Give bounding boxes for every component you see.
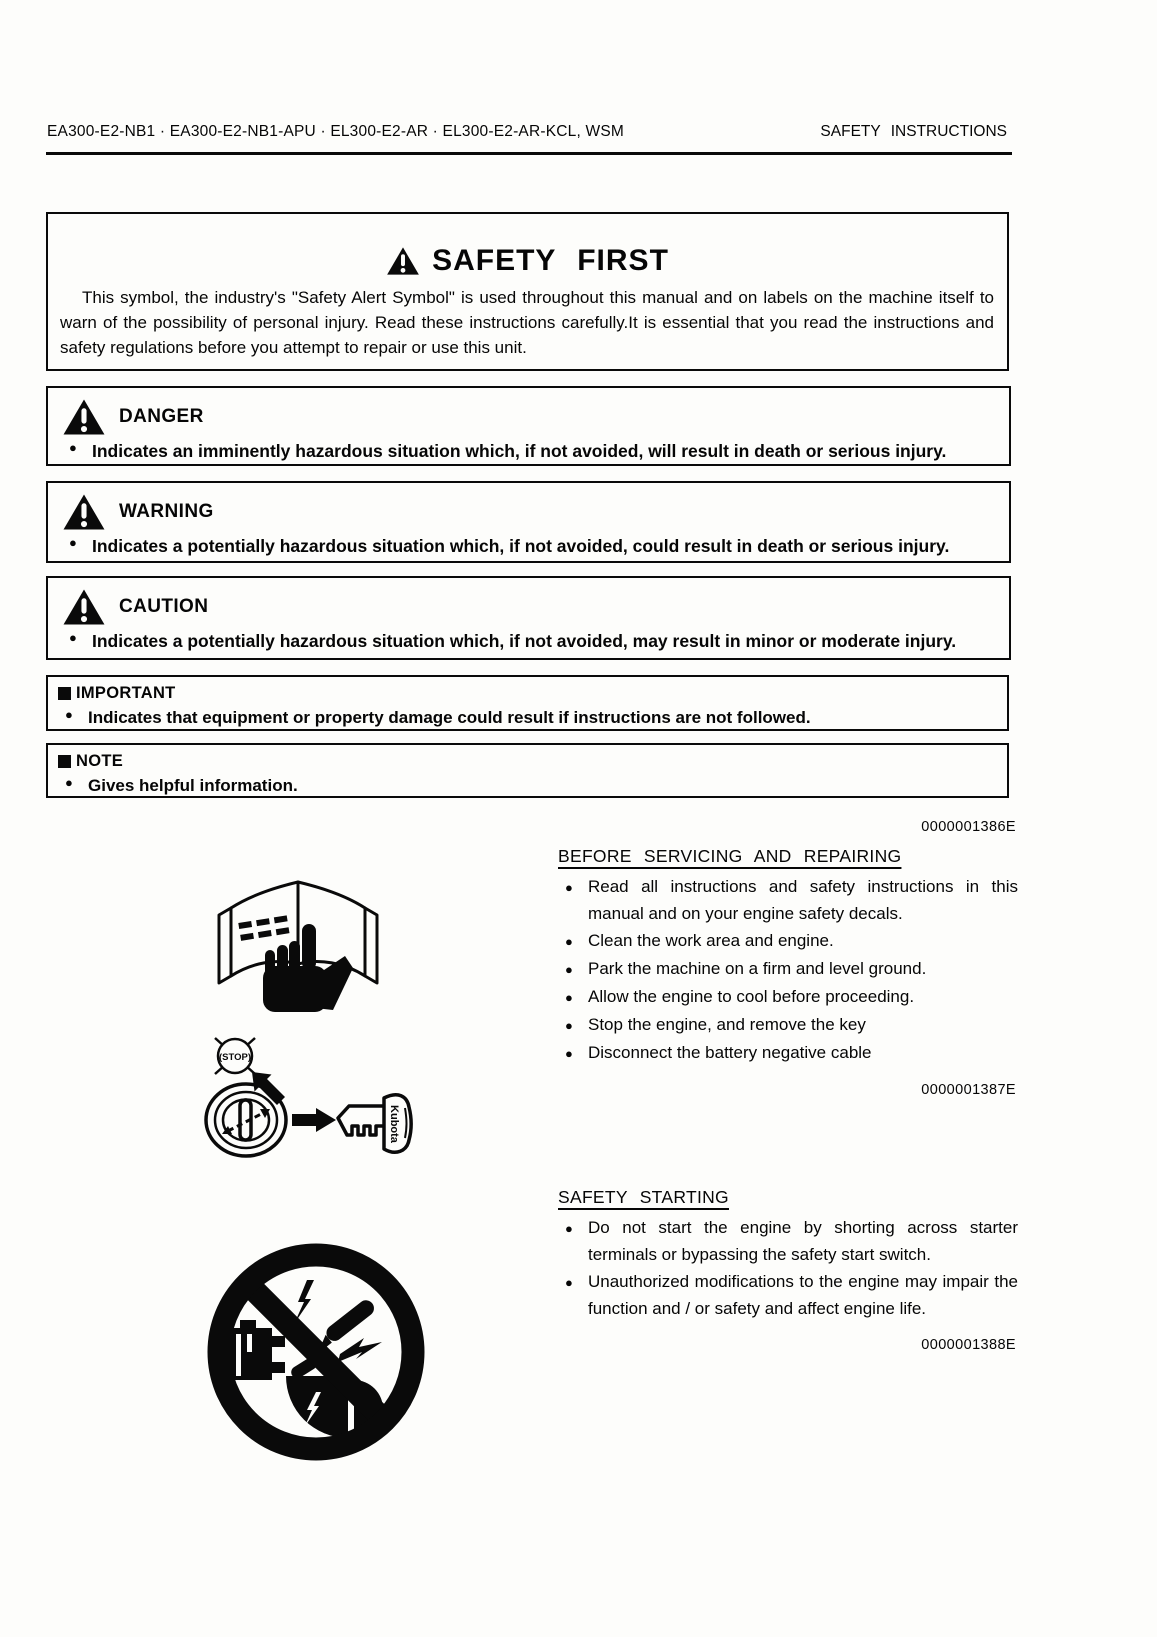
arrow-right-icon xyxy=(292,1108,336,1132)
bullet-icon xyxy=(558,983,588,1011)
important-box xyxy=(46,675,1009,731)
key-brand-label: Kubota xyxy=(388,1105,400,1143)
before-servicing-heading: BEFORE SERVICING AND REPAIRING xyxy=(558,846,902,866)
danger-text: Indicates an imminently hazardous situation which, if not avoided, will result in death or serious injury. xyxy=(92,441,947,461)
danger-heading xyxy=(62,397,997,437)
warning-box xyxy=(46,481,1011,563)
warning-label: WARNING xyxy=(119,501,214,522)
list-item-text: Stop the engine, and remove the key xyxy=(588,1015,866,1034)
read-manual-illustration xyxy=(203,868,393,1028)
warning-triangle-icon xyxy=(62,493,106,531)
caution-label: CAUTION xyxy=(119,596,209,617)
warning-bullet-row xyxy=(62,534,997,558)
note-box xyxy=(46,743,1009,798)
bullet-icon xyxy=(558,1039,588,1067)
caution-box xyxy=(46,576,1011,660)
bullet-icon xyxy=(558,1214,588,1268)
warning-triangle-icon xyxy=(386,246,420,276)
important-text: Indicates that equipment or property damage could result if instructions are not followed. xyxy=(88,708,811,727)
list-item xyxy=(558,1268,1018,1322)
list-item xyxy=(558,983,1018,1011)
black-square-icon xyxy=(58,687,71,700)
list-item-text: Clean the work area and engine. xyxy=(588,931,834,950)
bullet-icon xyxy=(558,955,588,983)
warning-triangle-icon xyxy=(62,588,106,626)
list-item-text: Read all instructions and safety instructions in this manual and on your engine safety decals. xyxy=(588,877,1018,923)
warning-triangle-icon xyxy=(62,398,106,436)
danger-box xyxy=(46,386,1011,466)
bullet-icon xyxy=(558,873,588,927)
bullet-icon xyxy=(558,1011,588,1039)
warning-text: Indicates a potentially hazardous situation which, if not avoided, could result in death or serious injury. xyxy=(92,536,950,556)
stop-label: (STOP) xyxy=(218,1052,252,1063)
safety-starting-heading: SAFETY STARTING xyxy=(558,1187,729,1207)
safety-first-body: This symbol, the industry's "Safety Alert Symbol" is used throughout this manual and on labels on the machine itself to warn of the possibility of personal injury. Read these instructions carefully.It is essential that you read the instructions and safety regulations before you attempt to repair or use this unit. xyxy=(60,288,994,357)
caution-heading xyxy=(62,587,997,627)
important-bullet-row xyxy=(58,706,995,729)
doc-code: 0000001387E xyxy=(921,1082,1016,1098)
note-heading xyxy=(58,750,995,772)
list-item-text: Park the machine on a firm and level ground. xyxy=(588,959,927,978)
bullet-icon xyxy=(62,534,92,558)
note-text: Gives helpful information. xyxy=(88,776,298,795)
warning-heading xyxy=(62,492,997,532)
bullet-icon xyxy=(62,439,92,463)
open-manual-hand-icon xyxy=(203,868,393,1028)
list-item xyxy=(558,1039,1018,1067)
bullet-icon xyxy=(58,706,88,729)
header-rule xyxy=(46,152,1012,155)
note-bullet-row xyxy=(58,774,995,797)
key-switch-icon xyxy=(188,1030,413,1162)
list-item xyxy=(558,1214,1018,1268)
caution-bullet-row xyxy=(62,629,997,653)
safety-starting-list xyxy=(558,1214,1018,1322)
safety-first-box xyxy=(46,212,1009,371)
safety-first-title: SAFETY FIRST xyxy=(432,244,669,277)
safety-first-title-row xyxy=(48,244,1007,278)
bullet-icon xyxy=(58,774,88,797)
danger-bullet-row xyxy=(62,439,997,463)
bullet-icon xyxy=(558,1268,588,1322)
stop-engine-remove-key-illustration xyxy=(188,1030,413,1162)
important-heading xyxy=(58,682,995,704)
list-item xyxy=(558,927,1018,955)
caution-text: Indicates a potentially hazardous situation which, if not avoided, may result in minor or moderate injury. xyxy=(92,631,957,651)
prohibition-shorting-icon xyxy=(206,1242,426,1462)
header-section-title: SAFETY INSTRUCTIONS xyxy=(820,123,1007,140)
list-item xyxy=(558,873,1018,927)
before-servicing-list xyxy=(558,873,1018,1067)
right-column xyxy=(558,818,1018,1354)
bullet-icon xyxy=(558,927,588,955)
list-item-text: Disconnect the battery negative cable xyxy=(588,1043,872,1062)
list-item-text: Allow the engine to cool before proceeding. xyxy=(588,987,915,1006)
no-shorting-prohibition-illustration xyxy=(206,1242,426,1462)
list-item-text: Do not start the engine by shorting across starter terminals or bypassing the safety start switch. xyxy=(588,1218,1018,1264)
danger-label: DANGER xyxy=(119,406,204,427)
note-label: NOTE xyxy=(76,751,124,770)
list-item xyxy=(558,955,1018,983)
bullet-icon xyxy=(62,629,92,653)
header-model-codes: EA300-E2-NB1 · EA300-E2-NB1-APU · EL300-E2-AR · EL300-E2-AR-KCL, WSM xyxy=(47,123,624,140)
list-item-text: Unauthorized modifications to the engine may impair the function and / or safety and affect engine life. xyxy=(588,1272,1018,1318)
doc-code: 0000001386E xyxy=(921,819,1016,835)
list-item xyxy=(558,1011,1018,1039)
important-label: IMPORTANT xyxy=(76,683,176,702)
black-square-icon xyxy=(58,755,71,768)
doc-code: 0000001388E xyxy=(921,1337,1016,1353)
